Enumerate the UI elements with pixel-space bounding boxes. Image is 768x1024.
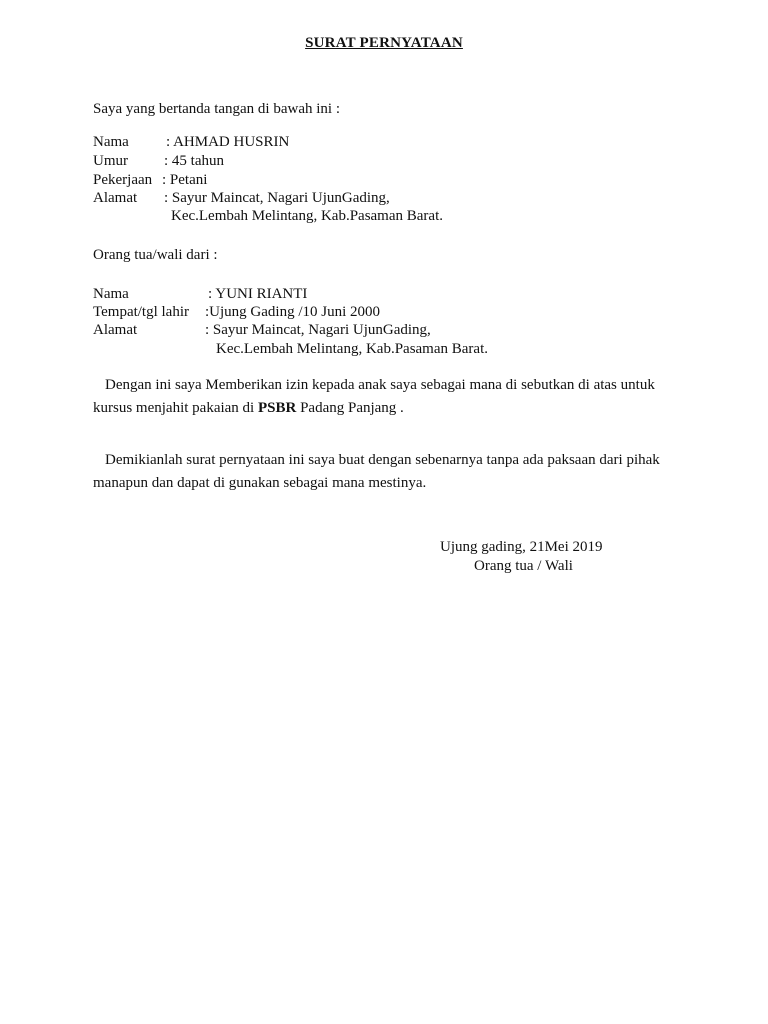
- page-title: SURAT PERNYATAAN: [305, 35, 463, 51]
- child-address-line2: Kec.Lembah Melintang, Kab.Pasaman Barat.: [216, 341, 488, 357]
- parent-address-value: : Sayur Maincat, Nagari UjunGading,: [164, 190, 390, 206]
- signature-place-date: Ujung gading, 21Mei 2019: [440, 539, 603, 555]
- child-birth-label: Tempat/tgl lahir: [93, 304, 190, 320]
- parent-age-label: Umur: [93, 153, 128, 169]
- permission-text-end: Padang Panjang .: [296, 400, 404, 416]
- permission-text: Dengan ini saya Memberikan izin kepada anak saya sebagai mana di sebutkan di atas untuk kursus menjahit pakaian di: [93, 377, 655, 416]
- closing-text: Demikianlah surat pernyataan ini saya buat dengan sebenarnya tanpa ada paksaan dari pihak manapun dan dapat di gunakan sebagai mana mestinya.: [93, 452, 660, 491]
- child-name-label: Nama: [93, 286, 129, 302]
- parent-address-label: Alamat: [93, 190, 138, 206]
- parent-job-value: : Petani: [162, 172, 208, 188]
- parent-age-value: : 45 tahun: [164, 153, 224, 169]
- parent-address-line2: Kec.Lembah Melintang, Kab.Pasaman Barat.: [171, 208, 443, 224]
- child-address-value: : Sayur Maincat, Nagari UjunGading,: [205, 322, 431, 338]
- child-birth-value: :Ujung Gading /10 Juni 2000: [205, 304, 380, 320]
- intro-text: Saya yang bertanda tangan di bawah ini :: [93, 101, 341, 117]
- child-address-label: Alamat: [93, 322, 138, 338]
- child-name-value: : YUNI RIANTI: [208, 286, 308, 302]
- parent-name-value: : AHMAD HUSRIN: [166, 134, 290, 150]
- permission-paragraph: [93, 374, 673, 420]
- guardian-of-text: Orang tua/wali dari :: [93, 247, 218, 263]
- institution-name: PSBR: [257, 400, 297, 416]
- signature-role: Orang tua / Wali: [474, 558, 573, 574]
- parent-job-label: Pekerjaan: [93, 172, 153, 188]
- parent-name-label: Nama: [93, 134, 129, 150]
- closing-paragraph: [93, 449, 673, 495]
